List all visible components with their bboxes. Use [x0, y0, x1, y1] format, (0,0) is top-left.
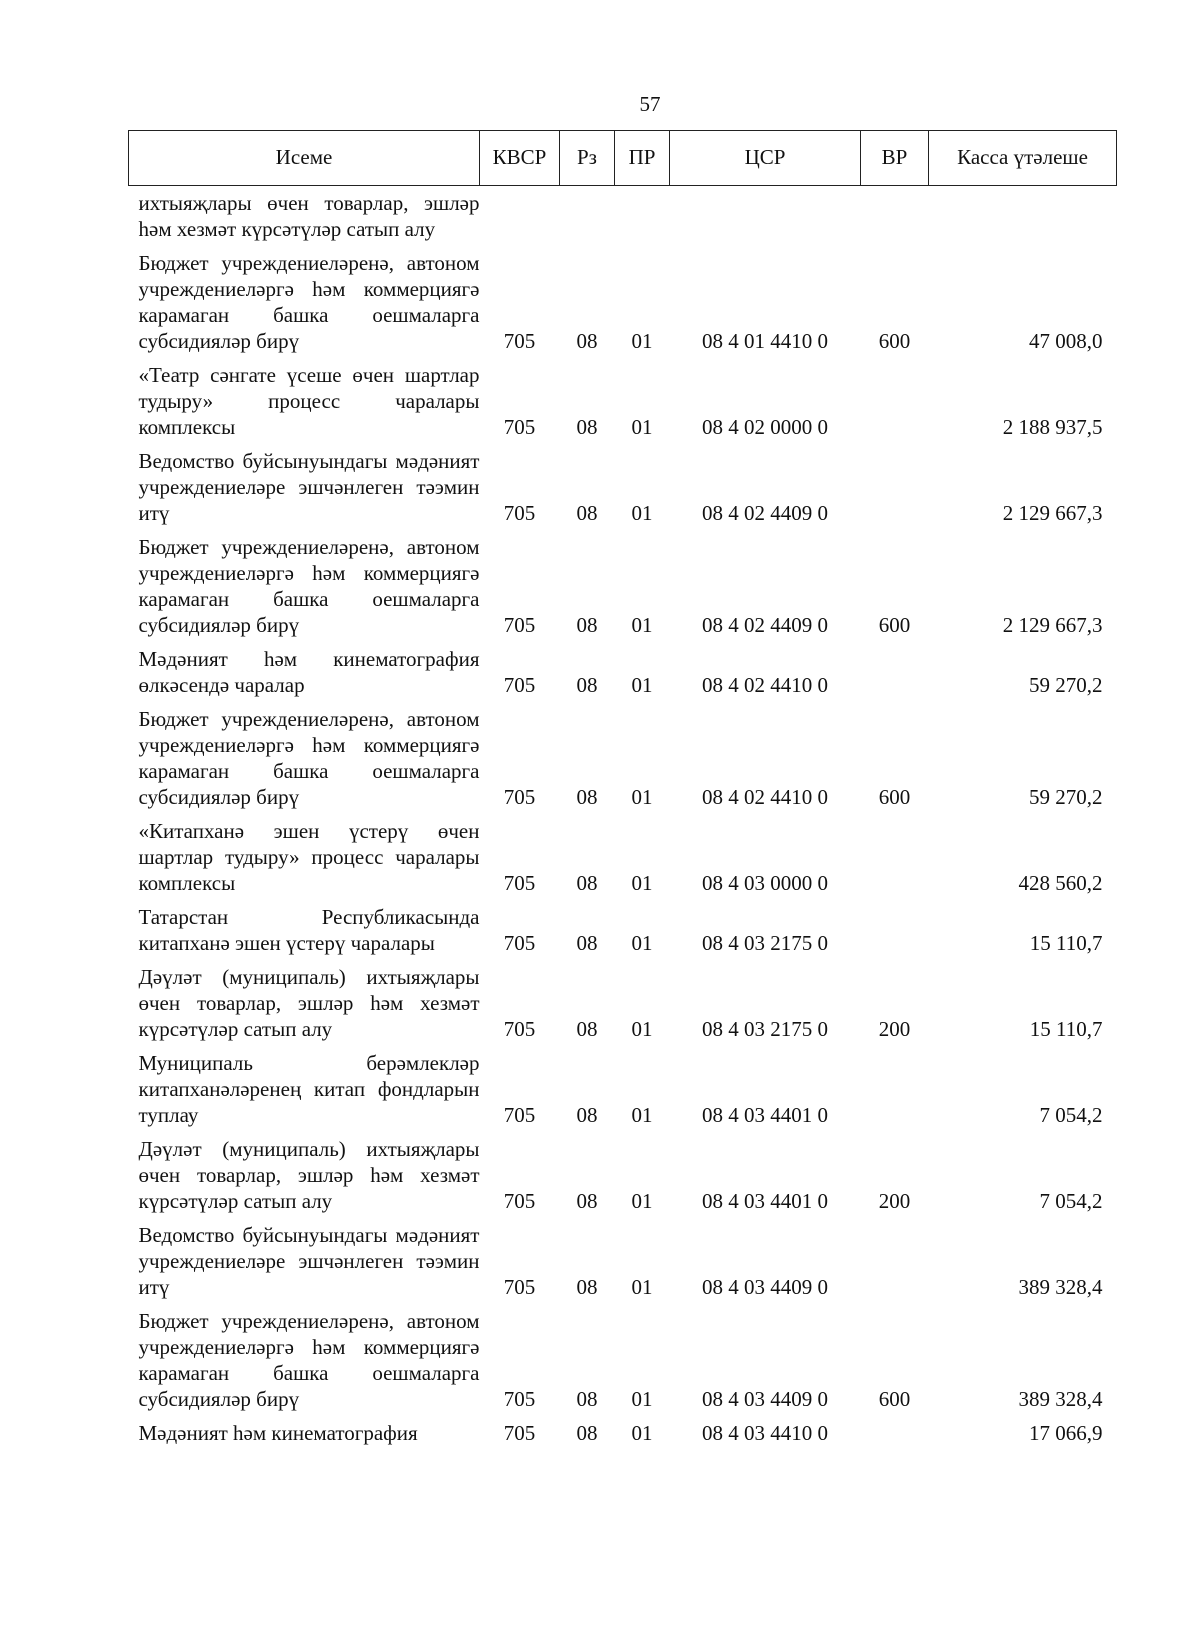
cell-name: Татарстан Республикасында китапханә эшен үстерү чаралары	[138, 905, 480, 955]
cell-rz: 08	[576, 871, 598, 895]
cell-amount: 7 054,2	[1039, 1189, 1103, 1213]
table-row	[129, 246, 1117, 358]
cell-name: Бюджет учреждениеләренә, автоном учреждениеләргә һәм коммерциягә карамаган башка оешмаларга субсидияләр бирү	[138, 707, 480, 809]
table-row	[129, 642, 1117, 702]
cell-pr: 01	[631, 1017, 653, 1041]
cell-kvsr: 705	[503, 1421, 536, 1445]
cell-rz: 08	[576, 785, 598, 809]
cell-vr	[861, 642, 929, 702]
cell-rz: 08	[576, 931, 598, 955]
cell-kvsr: 705	[503, 931, 536, 955]
cell-pr: 01	[631, 613, 653, 637]
table-row	[129, 530, 1117, 642]
header-amount: Касса үтәлеше	[929, 131, 1117, 186]
cell-kvsr	[480, 186, 560, 247]
cell-csr	[670, 186, 861, 247]
table-row	[129, 358, 1117, 444]
cell-vr: 600	[878, 329, 911, 353]
cell-vr	[861, 444, 929, 530]
cell-rz: 08	[576, 1189, 598, 1213]
header-pr: ПР	[615, 131, 670, 186]
cell-rz: 08	[576, 1421, 598, 1445]
cell-kvsr: 705	[503, 673, 536, 697]
cell-vr: 600	[878, 785, 911, 809]
cell-pr: 01	[631, 871, 653, 895]
header-rz: Рз	[560, 131, 615, 186]
cell-amount: 47 008,0	[1029, 329, 1103, 353]
cell-pr: 01	[631, 1189, 653, 1213]
table-row	[129, 702, 1117, 814]
cell-rz: 08	[576, 1017, 598, 1041]
page-number: 57	[639, 92, 661, 116]
table-header-row	[129, 131, 1117, 186]
cell-kvsr: 705	[503, 415, 536, 439]
cell-name: Бюджет учреждениеләренә, автоном учреждениеләргә һәм коммерциягә карамаган башка оешмаларга субсидияләр бирү	[138, 535, 480, 637]
cell-amount: 389 328,4	[1018, 1387, 1103, 1411]
cell-kvsr: 705	[503, 613, 536, 637]
cell-csr: 08 4 03 4409 0	[702, 1275, 828, 1299]
cell-csr: 08 4 02 4409 0	[702, 501, 828, 525]
cell-pr	[615, 186, 670, 247]
cell-amount: 15 110,7	[1029, 1017, 1103, 1041]
table-row	[129, 900, 1117, 960]
cell-pr: 01	[631, 1387, 653, 1411]
cell-kvsr: 705	[503, 501, 536, 525]
budget-table	[128, 130, 1117, 1450]
cell-amount: 15 110,7	[1029, 931, 1103, 955]
cell-csr: 08 4 03 4409 0	[702, 1387, 828, 1411]
cell-amount: 17 066,9	[1029, 1421, 1103, 1445]
cell-vr: 600	[878, 613, 911, 637]
cell-pr: 01	[631, 501, 653, 525]
cell-pr: 01	[631, 1421, 653, 1445]
table-row	[129, 1132, 1117, 1218]
cell-kvsr: 705	[503, 1103, 536, 1127]
cell-rz: 08	[576, 415, 598, 439]
cell-csr: 08 4 03 2175 0	[702, 1017, 828, 1041]
cell-vr	[861, 1046, 929, 1132]
cell-kvsr: 705	[503, 1189, 536, 1213]
cell-name: Бюджет учреждениеләренә, автоном учреждениеләргә һәм коммерциягә карамаган башка оешмаларга субсидияләр бирү	[138, 1309, 480, 1411]
cell-rz: 08	[576, 1387, 598, 1411]
cell-name: Ведомство буйсынуындагы мәдәният учреждениеләре эшчәнлеген тәэмин итү	[138, 449, 480, 525]
cell-kvsr: 705	[503, 1387, 536, 1411]
cell-name: Дәүләт (муниципаль) ихтыяҗлары өчен товарлар, эшләр һәм хезмәт күрсәтүләр сатып алу	[138, 965, 480, 1041]
cell-name: Муниципаль берәмлекләр китапханәләренең китап фондларын туплау	[138, 1051, 480, 1127]
cell-kvsr: 705	[503, 329, 536, 353]
cell-pr: 01	[631, 415, 653, 439]
cell-vr: 200	[878, 1017, 911, 1041]
cell-vr	[861, 814, 929, 900]
header-kvsr: КВСР	[480, 131, 560, 186]
cell-csr: 08 4 03 4401 0	[702, 1189, 828, 1213]
cell-amount: 2 188 937,5	[1002, 415, 1103, 439]
table-row	[129, 1304, 1117, 1416]
cell-amount: 59 270,2	[1029, 785, 1103, 809]
cell-pr: 01	[631, 1103, 653, 1127]
cell-name: Дәүләт (муниципаль) ихтыяҗлары өчен товарлар, эшләр һәм хезмәт күрсәтүләр сатып алу	[138, 1137, 480, 1213]
cell-rz: 08	[576, 501, 598, 525]
cell-pr: 01	[631, 673, 653, 697]
table-row	[129, 1218, 1117, 1304]
table-row	[129, 1416, 1117, 1450]
cell-amount: 59 270,2	[1029, 673, 1103, 697]
cell-vr	[861, 358, 929, 444]
table-row	[129, 1046, 1117, 1132]
cell-pr: 01	[631, 785, 653, 809]
cell-name: ихтыяҗлары өчен товарлар, эшләр һәм хезмәт күрсәтүләр сатып алу	[138, 191, 480, 241]
cell-csr: 08 4 02 0000 0	[702, 415, 828, 439]
cell-csr: 08 4 02 4410 0	[702, 673, 828, 697]
cell-csr: 08 4 03 4410 0	[702, 1421, 828, 1445]
cell-pr: 01	[631, 329, 653, 353]
cell-csr: 08 4 03 4401 0	[702, 1103, 828, 1127]
cell-amount: 428 560,2	[1018, 871, 1103, 895]
cell-vr: 600	[878, 1387, 911, 1411]
cell-pr: 01	[631, 1275, 653, 1299]
cell-rz	[560, 186, 615, 247]
cell-name: Мәдәният һәм кинематография өлкәсендә чаралар	[138, 647, 480, 697]
header-vr: ВР	[861, 131, 929, 186]
cell-kvsr: 705	[503, 871, 536, 895]
header-name: Исеме	[129, 131, 480, 186]
cell-kvsr: 705	[503, 1017, 536, 1041]
cell-rz: 08	[576, 673, 598, 697]
header-csr: ЦСР	[670, 131, 861, 186]
table-row	[129, 960, 1117, 1046]
table-row	[129, 444, 1117, 530]
cell-name: «Китапханә эшен үстерү өчен шартлар тудыру» процесс чаралары комплексы	[138, 819, 480, 895]
cell-kvsr: 705	[503, 1275, 536, 1299]
cell-csr: 08 4 01 4410 0	[702, 329, 828, 353]
cell-name: «Театр сәнгате үсеше өчен шартлар тудыру» процесс чаралары комплексы	[138, 363, 480, 439]
cell-csr: 08 4 02 4410 0	[702, 785, 828, 809]
cell-vr	[861, 1416, 929, 1450]
cell-vr: 200	[878, 1189, 911, 1213]
cell-rz: 08	[576, 613, 598, 637]
cell-vr	[861, 1218, 929, 1304]
cell-csr: 08 4 03 2175 0	[702, 931, 828, 955]
cell-name: Бюджет учреждениеләренә, автоном учреждениеләргә һәм коммерциягә карамаган башка оешмаларга субсидияләр бирү	[138, 251, 480, 353]
cell-amount	[929, 186, 1117, 247]
table-row	[129, 814, 1117, 900]
cell-amount: 2 129 667,3	[1002, 613, 1103, 637]
cell-vr	[861, 900, 929, 960]
cell-amount: 7 054,2	[1039, 1103, 1103, 1127]
cell-amount: 389 328,4	[1018, 1275, 1103, 1299]
cell-vr	[861, 186, 929, 247]
cell-name: Мәдәният һәм кинематография	[138, 1421, 418, 1445]
table-row	[129, 186, 1117, 247]
cell-name: Ведомство буйсынуындагы мәдәният учреждениеләре эшчәнлеген тәэмин итү	[138, 1223, 480, 1299]
cell-pr: 01	[631, 931, 653, 955]
cell-kvsr: 705	[503, 785, 536, 809]
cell-rz: 08	[576, 1103, 598, 1127]
cell-rz: 08	[576, 329, 598, 353]
cell-csr: 08 4 02 4409 0	[702, 613, 828, 637]
cell-csr: 08 4 03 0000 0	[702, 871, 828, 895]
cell-rz: 08	[576, 1275, 598, 1299]
cell-amount: 2 129 667,3	[1002, 501, 1103, 525]
